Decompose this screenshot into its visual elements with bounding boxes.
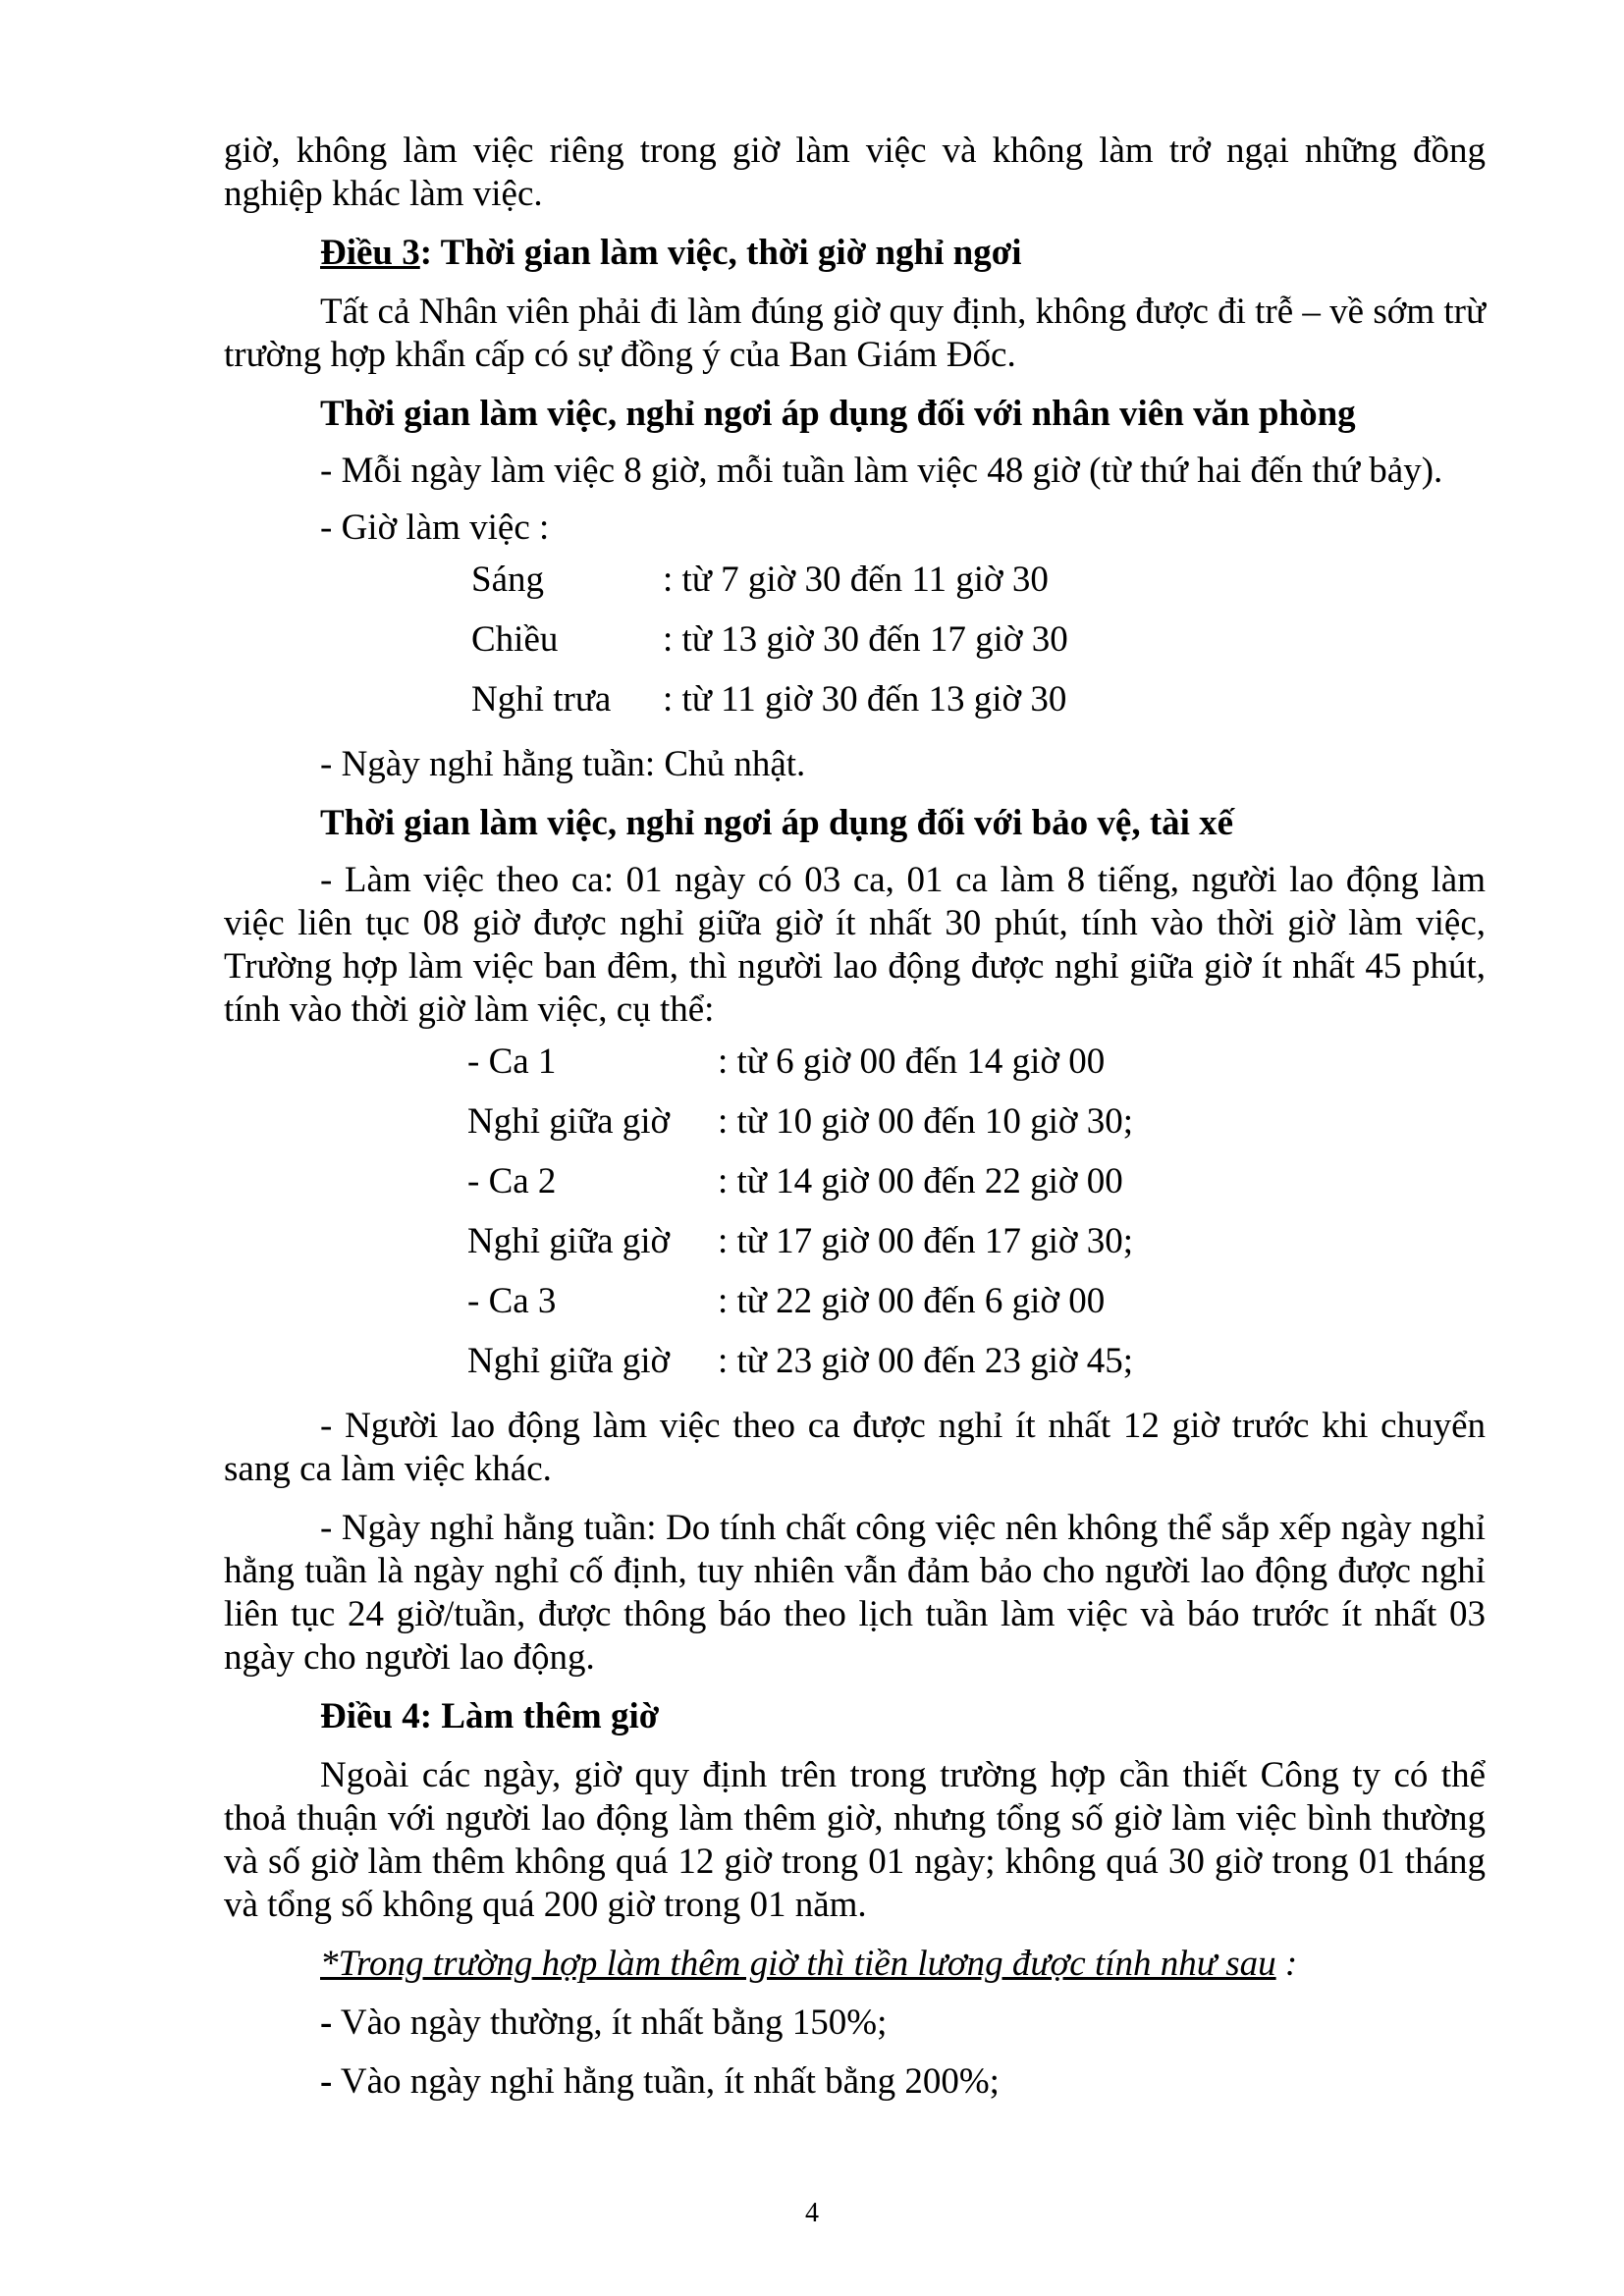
office-line-worktime: - Giờ làm việc :: [320, 507, 550, 548]
shift-value: : từ 17 giờ 00 đến 17 giờ 30;: [718, 1220, 1134, 1261]
guard-shift-list: [467, 1032, 1486, 1391]
schedule-value: : từ 7 giờ 30 đến 11 giờ 30: [663, 559, 1049, 600]
overtime-bullet-weekday: [224, 2002, 1486, 2045]
shift-row: [467, 1092, 1486, 1151]
shift-row: [467, 1331, 1486, 1391]
guard-heading: Thời gian làm việc, nghỉ ngơi áp dụng đối với bảo vệ, tài xế: [320, 803, 1234, 843]
shift-value: : từ 14 giờ 00 đến 22 giờ 00: [718, 1160, 1123, 1201]
schedule-row: [471, 610, 1486, 669]
office-line-hours: - Mỗi ngày làm việc 8 giờ, mỗi tuần làm việc 48 giờ (từ thứ hai đến thứ bảy).: [320, 451, 1443, 491]
shift-row: [467, 1032, 1486, 1092]
schedule-row: [471, 550, 1486, 610]
page-number: 4: [805, 2198, 819, 2228]
schedule-value: : từ 13 giờ 30 đến 17 giờ 30: [663, 618, 1068, 660]
overtime-note: [224, 1943, 1486, 1986]
shift-label: - Ca 1: [467, 1041, 557, 1082]
schedule-label: Nghỉ trưa: [471, 678, 612, 720]
article-3-title: : Thời gian làm việc, thời giờ nghỉ ngơi: [419, 233, 1022, 273]
overtime-note-colon: :: [1275, 1944, 1298, 1984]
shift-value: : từ 22 giờ 00 đến 6 giờ 00: [718, 1280, 1106, 1321]
office-weekly-rest: - Ngày nghỉ hằng tuần: Chủ nhật.: [320, 744, 806, 784]
shift-label: - Ca 3: [467, 1280, 557, 1321]
article-3-label: Điều 3: [320, 233, 420, 273]
shift-label: - Ca 2: [467, 1160, 557, 1201]
overtime-note-text: *Trong trường hợp làm thêm giờ thì tiền lương được tính như sau: [320, 1944, 1276, 1984]
article-3-heading: [224, 232, 1486, 275]
page-content: [224, 130, 1486, 2104]
bullet-dash: -: [320, 2061, 333, 2102]
article-4-heading: Điều 4: Làm thêm giờ: [320, 1696, 660, 1736]
guard-rest-between-shifts: - Người lao động làm việc theo ca được nghỉ ít nhất 12 giờ trước khi chuyển sang ca làm việc khác.: [224, 1406, 1486, 1489]
article-3-paragraph: Tất cả Nhân viên phải đi làm đúng giờ quy định, không được đi trễ – về sớm trừ trường hợp khẩn cấp có sự đồng ý của Ban Giám Đốc.: [224, 292, 1486, 375]
shift-value: : từ 10 giờ 00 đến 10 giờ 30;: [718, 1100, 1134, 1142]
office-schedule: [471, 550, 1486, 729]
shift-label: Nghỉ giữa giờ: [467, 1220, 671, 1261]
shift-label: Nghỉ giữa giờ: [467, 1340, 671, 1381]
shift-value: : từ 6 giờ 00 đến 14 giờ 00: [718, 1041, 1106, 1082]
schedule-label: Sáng: [471, 559, 544, 600]
shift-row: [467, 1271, 1486, 1331]
shift-row: [467, 1151, 1486, 1211]
shift-value: : từ 23 giờ 00 đến 23 giờ 45;: [718, 1340, 1134, 1381]
schedule-value: : từ 11 giờ 30 đến 13 giờ 30: [663, 678, 1067, 720]
guard-weekly-rest: - Ngày nghỉ hằng tuần: Do tính chất công việc nên không thể sắp xếp ngày nghỉ hằng tuần là ngày nghỉ cố định, tuy nhiên vẫn đảm bảo cho người lao động được nghỉ liên tục 24 giờ/tuần, được thông báo theo lịch tuần làm việc và báo trước ít nhất 03 ngày cho người lao động.: [224, 1508, 1486, 1678]
overtime-bullet-weekly-rest: [224, 2060, 1486, 2104]
bullet-text: Vào ngày thường, ít nhất bằng 150%;: [332, 2002, 888, 2043]
bullet-text: Vào ngày nghỉ hằng tuần, ít nhất bằng 200%;: [332, 2061, 1000, 2102]
guard-shift-paragraph: - Làm việc theo ca: 01 ngày có 03 ca, 01 ca làm 8 tiếng, người lao động làm việc liên tục 08 giờ được nghỉ giữa giờ ít nhất 30 phút, tính vào thời giờ làm việc, Trường hợp làm việc ban đêm, thì người lao động được nghỉ giữa giờ ít nhất 45 phút, tính vào thời giờ làm việc, cụ thể:: [224, 860, 1486, 1030]
bullet-dash: -: [320, 2002, 333, 2043]
intro-paragraph: giờ, không làm việc riêng trong giờ làm việc và không làm trở ngại những đồng nghiệp khác làm việc.: [224, 131, 1486, 214]
article-4-paragraph: Ngoài các ngày, giờ quy định trên trong trường hợp cần thiết Công ty có thể thoả thuận với người lao động làm thêm giờ, nhưng tổng số giờ làm việc bình thường và số giờ làm thêm không quá 12 giờ trong 01 ngày; không quá 30 giờ trong 01 tháng và tổng số không quá 200 giờ trong 01 năm.: [224, 1755, 1486, 1925]
shift-label: Nghỉ giữa giờ: [467, 1100, 671, 1142]
schedule-label: Chiều: [471, 618, 559, 660]
office-heading: Thời gian làm việc, nghỉ ngơi áp dụng đối với nhân viên văn phòng: [320, 394, 1356, 434]
shift-row: [467, 1211, 1486, 1271]
schedule-row: [471, 669, 1486, 729]
